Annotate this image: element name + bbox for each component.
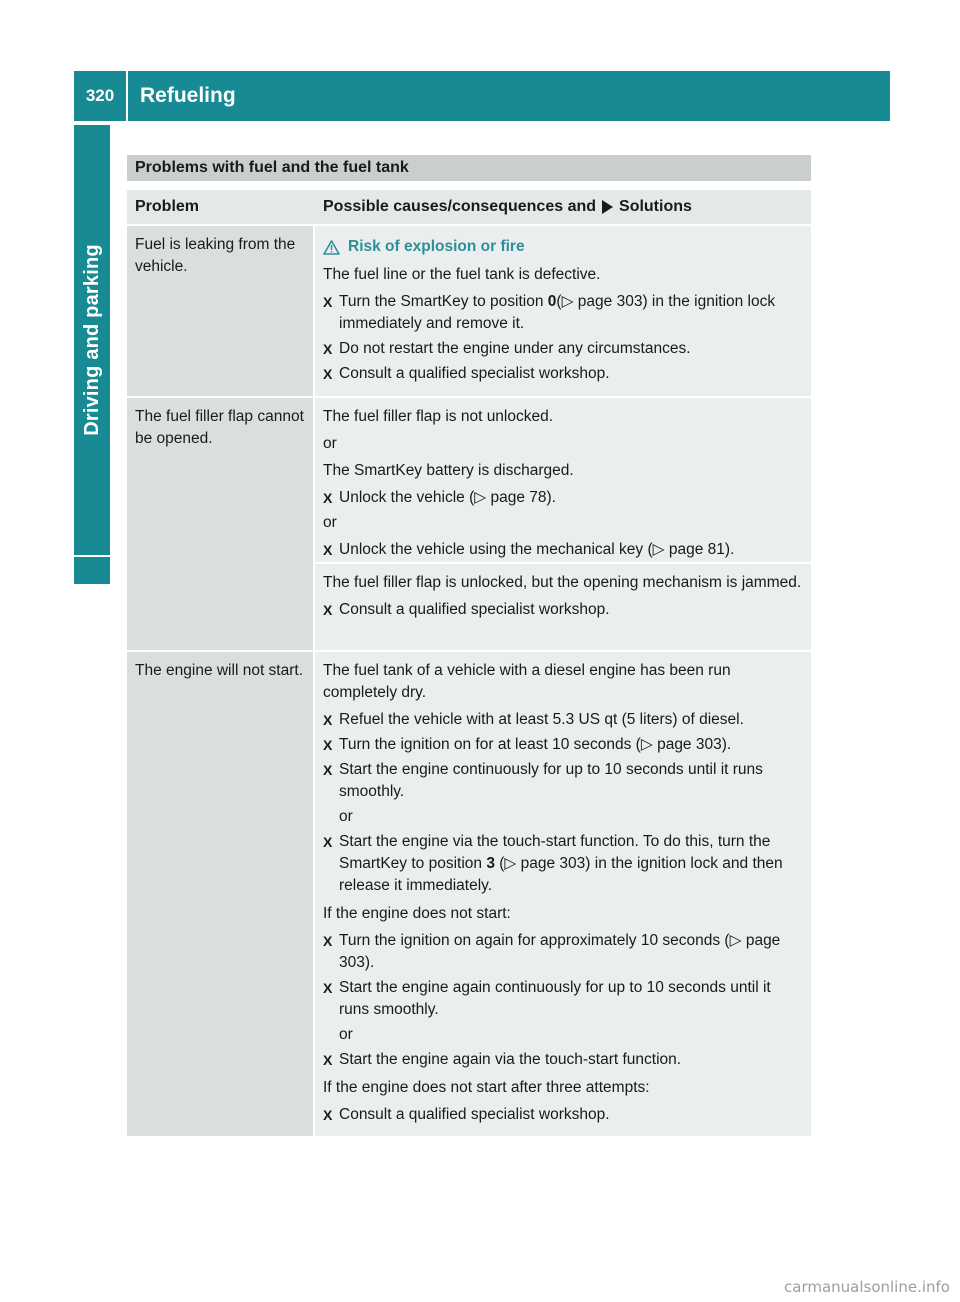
- list-item: [323, 709, 805, 731]
- play-arrow-icon: [602, 200, 613, 214]
- step-text: Consult a qualified specialist workshop.: [339, 1106, 610, 1123]
- chapter-tab-label: Driving and parking: [81, 244, 104, 436]
- step-text: Turn the SmartKey to position: [339, 293, 548, 310]
- step-text: Turn the ignition on again for approximately 10 seconds (▷ page 303).: [339, 932, 781, 971]
- cause-text: The SmartKey battery is discharged.: [323, 462, 574, 479]
- or-text: or: [323, 514, 337, 531]
- chapter-tab: [74, 125, 110, 555]
- step-text: Start the engine again via the touch-start function.: [339, 1051, 682, 1068]
- warning-text: Risk of explosion or fire: [348, 238, 525, 255]
- table-header: [127, 190, 811, 226]
- page-title: Refueling: [128, 71, 890, 121]
- problem-text: The fuel filler flap cannot be opened.: [135, 408, 304, 447]
- solution-cell: [315, 564, 811, 650]
- header-problem: Problem: [135, 198, 200, 215]
- section-title: Problems with fuel and the fuel tank: [127, 155, 811, 181]
- cause-text: If the engine does not start:: [323, 905, 511, 922]
- step-marker: X: [323, 294, 333, 310]
- problem-cell: [127, 652, 313, 1136]
- step-marker: X: [323, 1052, 333, 1068]
- or-text: or: [339, 1026, 353, 1043]
- cause-text: The fuel filler flap is not unlocked.: [323, 408, 554, 425]
- watermark: carmanualsonline.info: [784, 1278, 950, 1296]
- problem-text: The engine will not start.: [135, 662, 304, 679]
- step-text: Refuel the vehicle with at least 5.3 US qt (5 liters) of diesel.: [339, 711, 744, 728]
- cause-text: The fuel filler flap is unlocked, but the opening mechanism is jammed.: [323, 574, 802, 591]
- list-item: [323, 487, 805, 509]
- position-value: 3: [486, 855, 495, 872]
- or-text: or: [323, 435, 337, 452]
- step-marker: X: [323, 542, 333, 558]
- list-item: [323, 363, 805, 385]
- step-text: Do not restart the engine under any circumstances.: [339, 340, 691, 357]
- list-item: [323, 1049, 805, 1071]
- step-text: (▷ page 303) in the ignition lock immediately and remove it.: [339, 293, 776, 332]
- problems-table: [127, 190, 811, 1136]
- header-solutions-suffix: Solutions: [619, 198, 692, 215]
- table-row: [127, 226, 811, 398]
- step-marker: X: [323, 602, 333, 618]
- warning-notice: [323, 236, 805, 258]
- step-text: (▷ page 303) in the ignition lock and then release it immediately.: [339, 855, 783, 894]
- table-row: [127, 652, 811, 1136]
- list-item: [323, 338, 805, 360]
- solution-cell: [315, 398, 811, 564]
- step-text: Consult a qualified specialist workshop.: [339, 601, 610, 618]
- header-solutions-prefix: Possible causes/consequences and: [323, 198, 597, 215]
- step-text: Unlock the vehicle (▷ page 78).: [339, 489, 556, 506]
- step-text: Start the engine via the touch-start function. To do this, turn the SmartKey to position: [339, 833, 771, 872]
- step-marker: X: [323, 712, 333, 728]
- list-item: [323, 734, 805, 756]
- step-marker: X: [323, 366, 333, 382]
- step-marker: X: [323, 490, 333, 506]
- step-marker: X: [323, 980, 333, 996]
- list-item: [323, 759, 805, 803]
- page-number: 320: [74, 71, 126, 121]
- step-text: Unlock the vehicle using the mechanical key (▷ page 81).: [339, 541, 735, 558]
- list-item: [323, 599, 805, 621]
- step-marker: X: [323, 834, 333, 850]
- step-text: Start the engine again continuously for up to 10 seconds until it runs smoothly.: [339, 979, 771, 1018]
- problem-cell: [127, 226, 313, 396]
- header-solutions: [315, 190, 811, 224]
- cause-text: The fuel line or the fuel tank is defective.: [323, 266, 601, 283]
- step-marker: X: [323, 933, 333, 949]
- step-text: Consult a qualified specialist workshop.: [339, 365, 610, 382]
- warning-triangle-icon: [323, 240, 340, 255]
- list-item: [323, 831, 805, 897]
- solution-cell: [315, 652, 811, 1136]
- list-item: [323, 977, 805, 1021]
- list-item: [323, 1104, 805, 1126]
- step-marker: X: [323, 1107, 333, 1123]
- list-item: [323, 930, 805, 974]
- table-row: [127, 398, 811, 652]
- step-marker: X: [323, 737, 333, 753]
- chapter-marker: [74, 557, 110, 584]
- cause-text: If the engine does not start after three attempts:: [323, 1079, 650, 1096]
- step-marker: X: [323, 341, 333, 357]
- step-marker: X: [323, 762, 333, 778]
- problem-text: Fuel is leaking from the vehicle.: [135, 236, 296, 275]
- or-text: or: [339, 808, 353, 825]
- problem-cell: [127, 398, 313, 650]
- solution-cell: [315, 226, 811, 396]
- list-item: [323, 291, 805, 335]
- position-value: 0: [547, 293, 557, 310]
- step-text: Start the engine continuously for up to 10 seconds until it runs smoothly.: [339, 761, 763, 800]
- cause-text: The fuel tank of a vehicle with a diesel engine has been run completely dry.: [323, 662, 731, 701]
- list-item: [323, 539, 805, 561]
- step-text: Turn the ignition on for at least 10 seconds (▷ page 303).: [339, 736, 732, 753]
